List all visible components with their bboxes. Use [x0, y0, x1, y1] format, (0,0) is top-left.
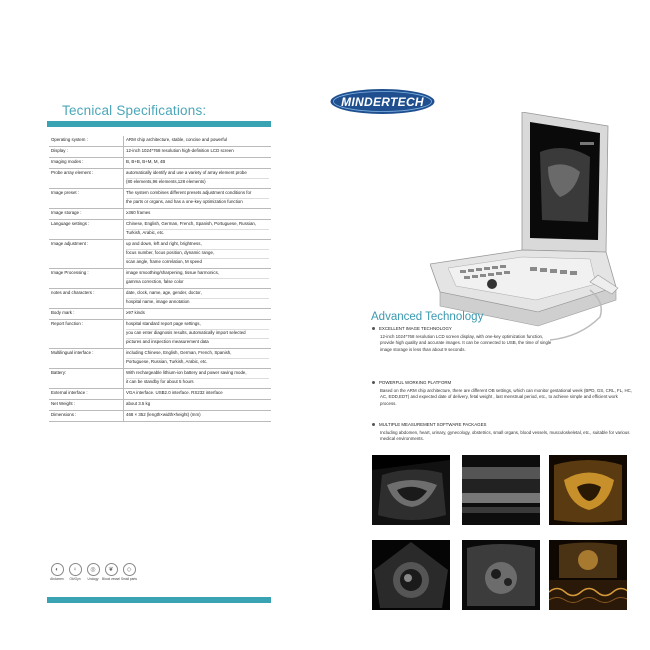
feature-body: Based on the ARM chip architecture, there are different OB settings, which can monitor gestational week (BPD, GS, CRL, FL, HC, AC, EDD,EDT) and expected date of delivery, fetal weight , last menstrual period, etc., to achieve simple and efficient work process. [380, 387, 633, 406]
spec-value-line: ARM chip architecture, stable, concise and powerful [126, 137, 228, 142]
specs-title: Tecnical Specifications: [62, 103, 207, 118]
spec-label: Display : [49, 147, 124, 158]
spec-label: Imaging modes : [49, 158, 124, 169]
spec-value [124, 349, 272, 369]
bullet-icon [372, 423, 375, 426]
spec-value-line: ≥360 frames [126, 210, 151, 215]
small-parts-icon: ◇ [123, 563, 136, 576]
teal-divider-top [47, 121, 271, 127]
spec-row [49, 369, 271, 389]
brand-logo [329, 88, 436, 115]
spec-row [49, 240, 271, 269]
urology-icon: ◎ [87, 563, 100, 576]
spec-value-line: Portuguese, Russian, Turkish, Arabic, etc. [126, 359, 208, 364]
spec-value-line: Turkish, Arabic, etc. [126, 230, 165, 235]
spec-value [124, 169, 272, 189]
logo-text: MINDERTECH [341, 94, 424, 109]
spec-row [49, 320, 271, 349]
spec-value-line: image smoothing/sharpening, tissue harmonics, [126, 270, 269, 279]
ultrasound-device-image [430, 112, 620, 342]
spec-row [49, 309, 271, 320]
spec-label: Image Processing : [49, 269, 124, 289]
spec-value-line: you can enter diagnosis results, automatically import selected [126, 330, 269, 339]
feature-heading: EXCELLENT IMAGE TECHNOLOGY [379, 326, 452, 331]
scan-image-5 [462, 540, 540, 610]
spec-row [49, 389, 271, 400]
spec-value-line: focus number, focus position, dynamic range, [126, 250, 269, 259]
feature-measurement-packages [372, 422, 634, 443]
feature-image-technology [372, 326, 552, 353]
icon-caption: Blood vessel [101, 577, 121, 581]
spec-label: Image adjustment : [49, 240, 124, 269]
spec-label: Probe array element : [49, 169, 124, 189]
spec-value [124, 400, 272, 411]
spec-row [49, 189, 271, 209]
spec-value [124, 269, 272, 289]
spec-row [49, 169, 271, 189]
spec-label: Dimensions : [49, 411, 124, 422]
application-icon-item [49, 563, 65, 581]
icon-caption: Ob/Gyn [69, 577, 81, 581]
feature-working-platform [372, 380, 634, 407]
teal-divider-bottom [47, 597, 271, 603]
feature-body: Including abdomen, heart, urinary, gynecology, obstetrics, small organs, blood vessels, musculoskeletal, etc., suitable for various medical environments. [380, 429, 630, 442]
icon-caption: Urology [87, 577, 99, 581]
spec-label: Operating system : [49, 136, 124, 147]
spec-value-line: The system combines different presets adjustment conditions for [126, 190, 269, 199]
scan-image-6 [549, 540, 627, 610]
spec-label: External interface : [49, 389, 124, 400]
spec-label: Image preset : [49, 189, 124, 209]
blood-vessel-icon: ❦ [105, 563, 118, 576]
spec-value-line: about 3.5 kg [126, 401, 151, 406]
scan-image-2 [462, 455, 540, 525]
spec-value [124, 309, 272, 320]
obgyn-icon: ♀ [69, 563, 82, 576]
spec-label: Image storage : [49, 209, 124, 220]
specs-table [49, 136, 271, 422]
spec-value [124, 220, 272, 240]
spec-value-line: it can be standby for about 5 hours [126, 379, 194, 384]
spec-value-line: scan angle, frame correlation, M speed [126, 259, 202, 264]
spec-value-line: B, B+B, B+M, M, 4B [126, 159, 166, 164]
scan-image-1 [372, 455, 450, 525]
scan-image-4 [372, 540, 450, 610]
icon-caption: Small parts [121, 577, 137, 581]
spec-value-line: pictures and inspection measurement data [126, 339, 209, 344]
spec-row [49, 147, 271, 158]
spec-row [49, 136, 271, 147]
spec-value-line: (80 elements,96 elements,128 elements) [126, 179, 206, 184]
spec-label: Net Weight : [49, 400, 124, 411]
spec-value [124, 411, 272, 422]
spec-label: Report function : [49, 320, 124, 349]
application-icon-item [103, 563, 119, 581]
spec-value [124, 136, 272, 147]
spec-value [124, 320, 272, 349]
bullet-icon [372, 327, 375, 330]
feature-heading: MULTIPLE MEASUREMENT SOFTWARE PACKAGES [379, 422, 487, 427]
spec-value-line: VGA interface. USB2.0 interface. RS232 interface [126, 390, 223, 395]
spec-label: Battery: [49, 369, 124, 389]
spec-value [124, 289, 272, 309]
spec-value-line: including Chinese, English, German, French, Spanish, [126, 350, 269, 359]
spec-label: notes and characters : [49, 289, 124, 309]
spec-value-line: up and down, left and right, brightness, [126, 241, 269, 250]
spec-row [49, 349, 271, 369]
icon-caption: Abdomen [50, 577, 64, 581]
spec-value [124, 389, 272, 400]
spec-value [124, 369, 272, 389]
spec-value [124, 209, 272, 220]
advanced-technology-title: Advanced Technology [371, 311, 484, 323]
spec-value-line: gamma correction, false color [126, 279, 184, 284]
spec-row [49, 269, 271, 289]
spec-value-line: hospital name, image annotation [126, 299, 190, 304]
spec-value [124, 158, 272, 169]
feature-heading: POWERFUL WORKING PLATFORM [379, 380, 452, 385]
scan-image-3 [549, 455, 627, 525]
spec-row [49, 289, 271, 309]
spec-value [124, 147, 272, 158]
feature-body: 12-inch 1024*768 resolution LCD screen display, with one-key optimization function, provide high quality and accurate images. It can be connected to USB, the time of single image storage is less than about 9 seconds. [380, 333, 552, 352]
spec-value-line: 468 × 352 (length×width×height) (mm) [126, 412, 201, 417]
spec-row [49, 400, 271, 411]
application-icon-item [85, 563, 101, 581]
spec-value [124, 189, 272, 209]
spec-row [49, 209, 271, 220]
spec-value-line: Chinese, English, German, French, Spanish, Portuguese, Russian, [126, 221, 269, 230]
application-icon-item [121, 563, 137, 581]
spec-row [49, 411, 271, 422]
application-icons [49, 563, 137, 581]
application-icon-item [67, 563, 83, 581]
spec-row [49, 158, 271, 169]
spec-value-line: the parts or organs, and has a one-key optimization function [126, 199, 243, 204]
spec-value-line: 12-inch 1024*768 resolution high-definition LCD screen [126, 148, 234, 153]
abdomen-icon: ◐ [51, 563, 64, 576]
spec-value-line: automatically identify and use a variety of array element probe [126, 170, 269, 179]
spec-value-line: hospital standard report page settings, [126, 321, 269, 330]
spec-value [124, 240, 272, 269]
bullet-icon [372, 381, 375, 384]
spec-value-line: ≥97 kinds [126, 310, 145, 315]
spec-value-line: date, clock, name, age, gender, doctor, [126, 290, 269, 299]
spec-label: Multilingual interface : [49, 349, 124, 369]
spec-value-line: With rechargeable lithium-ion battery and power saving mode, [126, 370, 269, 379]
spec-label: Language settings : [49, 220, 124, 240]
spec-label: Body mark : [49, 309, 124, 320]
spec-row [49, 220, 271, 240]
